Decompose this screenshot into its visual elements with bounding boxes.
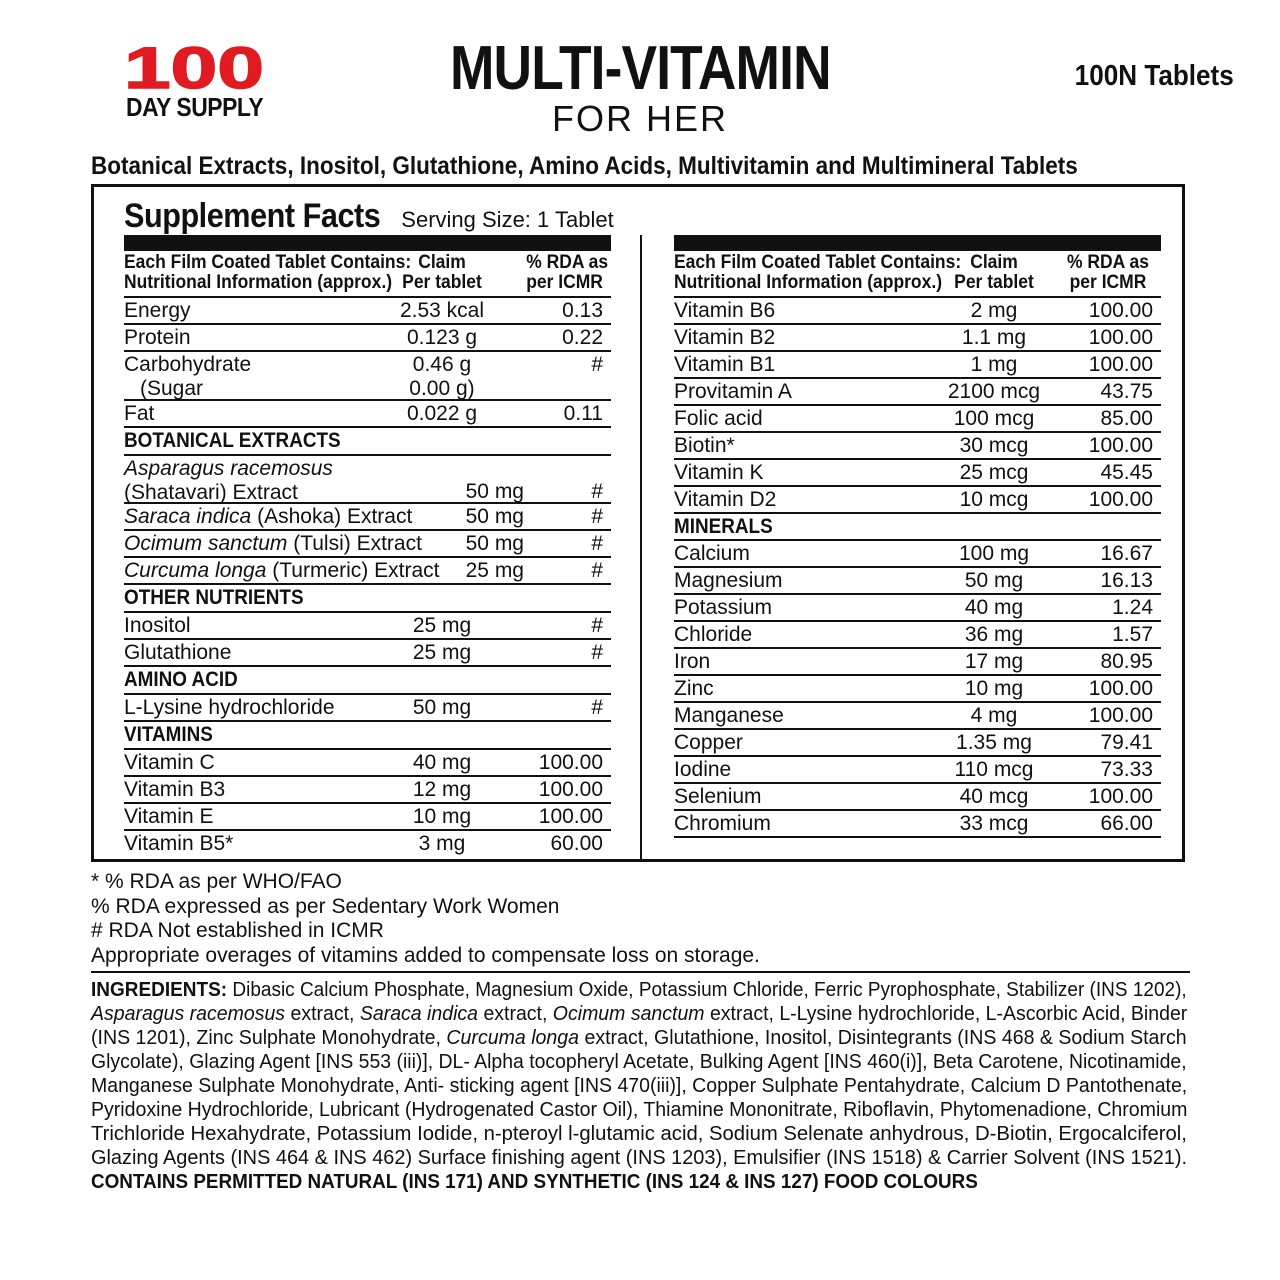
table-row: Energy 2.53 kcal 0.13 xyxy=(124,298,611,325)
header-bar xyxy=(124,235,611,251)
table-row: Manganese 4 mg 100.00 xyxy=(674,703,1161,730)
supplement-facts-heading xyxy=(124,197,614,236)
supplement-facts-title: Supplement Facts xyxy=(124,197,381,235)
table-row: Vitamin B3 12 mg 100.00 xyxy=(124,777,611,804)
product-title: MULTI-VITAMIN xyxy=(449,34,831,103)
table-row: Vitamin B2 1.1 mg 100.00 xyxy=(674,325,1161,352)
facts-left-panel xyxy=(124,235,611,858)
table-row: Vitamin E 10 mg 100.00 xyxy=(124,804,611,831)
table-row: Curcuma longa (Turmeric) Extract 25 mg # xyxy=(124,558,611,585)
logo-number: 100 xyxy=(124,40,264,100)
table-row: Ocimum sanctum (Tulsi) Extract 50 mg # xyxy=(124,531,611,558)
footnote: * % RDA as per WHO/FAO xyxy=(91,870,342,893)
tablet-count: 100N Tablets xyxy=(1074,60,1234,92)
table-row: Folic acid 100 mcg 85.00 xyxy=(674,406,1161,433)
header-bar xyxy=(674,235,1161,251)
table-row: Vitamin B1 1 mg 100.00 xyxy=(674,352,1161,379)
table-row: Iron 17 mg 80.95 xyxy=(674,649,1161,676)
column-divider xyxy=(640,235,642,861)
column-header xyxy=(124,251,611,298)
col-claim-header: Claim Per tablet xyxy=(402,252,482,293)
table-row: Protein 0.123 g 0.22 xyxy=(124,325,611,352)
table-row: Selenium 40 mcg 100.00 xyxy=(674,784,1161,811)
supplement-facts-box xyxy=(91,184,1185,862)
divider xyxy=(91,971,1190,973)
col-nutrient-header: Each Film Coated Tablet Contains: Nutritional Information (approx.) xyxy=(674,252,962,293)
table-row: Chromium 33 mcg 66.00 xyxy=(674,811,1161,838)
col-rda-header: % RDA as per ICMR xyxy=(1067,252,1149,293)
column-header xyxy=(674,251,1161,298)
table-row: Vitamin D2 10 mcg 100.00 xyxy=(674,487,1161,514)
table-row: Biotin* 30 mcg 100.00 xyxy=(674,433,1161,460)
table-row: Glutathione 25 mg # xyxy=(124,640,611,667)
footnote: % RDA expressed as per Sedentary Work Women xyxy=(91,894,560,918)
section-botanical-extracts: BOTANICAL EXTRACTS xyxy=(124,428,611,456)
section-vitamins: VITAMINS xyxy=(124,722,611,750)
facts-right-panel xyxy=(674,235,1161,838)
table-row: Potassium 40 mg 1.24 xyxy=(674,595,1161,622)
table-row: Vitamin B5* 3 mg 60.00 xyxy=(124,832,603,855)
table-row: Chloride 36 mg 1.57 xyxy=(674,622,1161,649)
table-row: Copper 1.35 mg 79.41 xyxy=(674,730,1161,757)
section-other-nutrients: OTHER NUTRIENTS xyxy=(124,585,611,613)
table-row: Vitamin K 25 mcg 45.45 xyxy=(674,460,1161,487)
table-row: Zinc 10 mg 100.00 xyxy=(674,676,1161,703)
table-row: Vitamin C 40 mg 100.00 xyxy=(124,750,611,777)
table-row: Magnesium 50 mg 16.13 xyxy=(674,568,1161,595)
table-row: Inositol 25 mg # xyxy=(124,613,611,640)
product-subtitle: FOR HER xyxy=(552,98,728,139)
table-row: Calcium 100 mg 16.67 xyxy=(674,541,1161,568)
product-description: Botanical Extracts, Inositol, Glutathione, Amino Acids, Multivitamin and Multimineral Tablets xyxy=(91,152,1078,180)
col-nutrient-header: Each Film Coated Tablet Contains: Nutritional Information (approx.) xyxy=(124,252,412,293)
table-row: Provitamin A 2100 mcg 43.75 xyxy=(674,379,1161,406)
table-row: Asparagus racemosus (Shatavari) Extract 50 mg # xyxy=(124,456,611,504)
table-row: Carbohydrate (Sugar 0.46 g 0.00 g) # xyxy=(124,352,611,401)
food-colours-statement: CONTAINS PERMITTED NATURAL (INS 171) AND SYNTHETIC (INS 124 & INS 127) FOOD COLOURS xyxy=(91,1170,978,1193)
footnote: Appropriate overages of vitamins added to compensate loss on storage. xyxy=(91,943,760,967)
col-rda-header: % RDA as per ICMR xyxy=(526,252,609,293)
section-amino-acid: AMINO ACID xyxy=(124,667,611,695)
logo-day-supply: DAY SUPPLY xyxy=(126,92,264,122)
ingredients: INGREDIENTS: Dibasic Calcium Phosphate, Magnesium Oxide, Potassium Chloride, Ferric Pyrophosphate, Stabilizer (INS 1202), Asparagus racemosus extract, Saraca indica extract, Ocimum sanctum extract, L-Lysine hydrochloride, L-Ascorbic Acid, Binder (INS 1201), Zinc Sulphate Monohydrate, Curcuma longa extract, Glutathione, Inositol, Disintegrants (INS 468 & Sodium Starch Glycolate), Glazing Agent [INS 553 (iii)], DL- Alpha tocopheryl Acetate, Bulking Agent [INS 460(i)], Beta Carotene, Nicotinamide, Manganese Sulphate Monohydrate, Anti- sticking agent [INS 470(iii)], Copper Sulphate Pentahydrate, Calcium D Pantothenate, Pyridoxine Hydrochloride, Lubricant (Hydrogenated Castor Oil), Thiamine Mononitrate, Riboflavin, Phytomenadione, Chromium Trichloride Hexahydrate, Potassium Iodide, n-pteroyl l-glutamic acid, Sodium Selenate anhydrous, D-Biotin, Ergocalciferol, Glazing Agents (INS 464 & INS 462) Surface finishing agent (INS 1203), Emulsifier (INS 1518) & Carrier Solvent (INS 1521). xyxy=(91,978,1188,1169)
table-row: Iodine 110 mcg 73.33 xyxy=(674,757,1161,784)
table-row: Fat 0.022 g 0.11 xyxy=(124,401,611,428)
footnotes xyxy=(91,870,1191,968)
serving-size: Serving Size: 1 Tablet xyxy=(401,207,614,232)
col-claim-header: Claim Per tablet xyxy=(954,252,1034,293)
section-minerals: MINERALS xyxy=(674,514,1161,541)
table-row: Saraca indica (Ashoka) Extract 50 mg # xyxy=(124,504,611,531)
table-row: Vitamin B6 2 mg 100.00 xyxy=(674,298,1161,325)
ingredients-label: INGREDIENTS: xyxy=(91,978,228,1001)
footnote: # RDA Not established in ICMR xyxy=(91,919,384,943)
table-row: L-Lysine hydrochloride 50 mg # xyxy=(124,695,611,722)
